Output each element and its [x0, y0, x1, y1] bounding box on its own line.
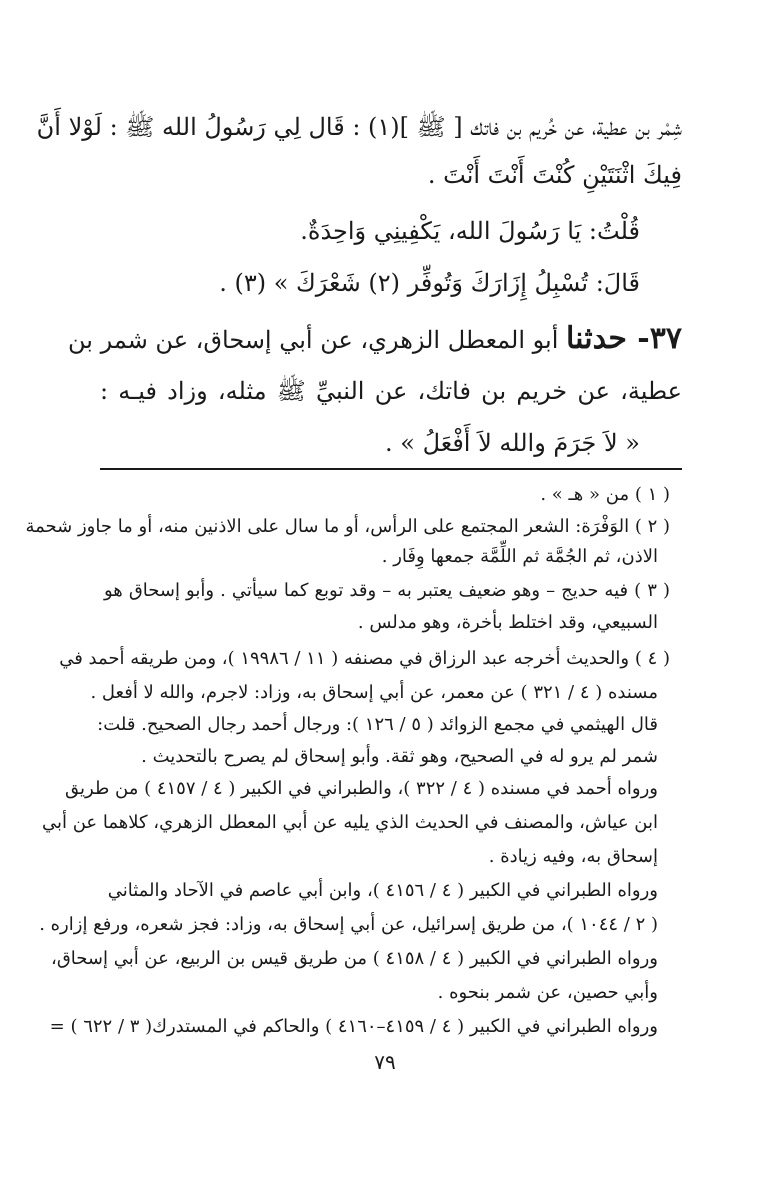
main-text-line-6: عطية، عن خريم بن فاتك، عن النبيِّ ﷺ مثله، وزاد فيـه : [100, 377, 682, 405]
main-text-line-1: شِمْر بن عطية، عن خُريم بن فاتك [ ﷺ ](١) : قَال لِي رَسُولُ الله ﷺ : لَوْلا أَنَّ [36, 113, 682, 141]
main-text-line-5: أبو المعطل الزهري، عن أبي إسحاق، عن شمر بن [68, 326, 559, 354]
hadith-37-line [68, 321, 682, 356]
hadith-number: ٣٧- حدثنا [566, 321, 682, 356]
footnote-4-line-11: وأبي حصين، عن شمر بنحوه . [437, 982, 658, 1003]
footnote-3-line-1: ( ٣ ) فيه حديج – وهو ضعيف يعتبر به – وقد توبع كما سيأتي . وأبو إسحاق هو [104, 580, 670, 601]
footnote-4-line-6: ابن عياش، والمصنف في الحديث الذي يليه عن أبي المعطل الزهري، كلاهما عن أبي [41, 812, 658, 833]
footnote-2-line-1: ( ٢ ) الوَفْرَة: الشعر المجتمع على الرأس، أو ما سال على الاذنين منه، أو ما جاوز شحمة [25, 516, 670, 537]
footnote-4-line-12: ورواه الطبراني في الكبير ( ٤ / ٤١٥٩–٤١٦٠ ) والحاكم في المستدرك( ٣ / ٦٢٢ ) = [49, 1016, 658, 1037]
main-text-line-7: « لاَ جَرَمَ والله لاَ أَفْعَلُ » . [385, 429, 640, 457]
footnote-4-line-3: قال الهيثمي في مجمع الزوائد ( ٥ / ١٢٦ ): ورجال أحمد رجال الصحيح. قلت: [97, 714, 658, 735]
footnote-4-line-4: شمر لم يرو له في الصحيح، وهو ثقة. وأبو إسحاق لم يصرح بالتحديث . [141, 746, 658, 767]
footnote-4-line-8: ورواه الطبراني في الكبير ( ٤ / ٤١٥٦ )، وابن أبي عاصم في الآحاد والمثاني [107, 880, 658, 901]
footnote-4-line-7: إسحاق به، وفيه زيادة . [488, 846, 658, 867]
main-text-line-4: قَالَ: تُسْبِلُ إِزَارَكَ وَتُوفِّر (٢) شَعْرَكَ » (٣) . [219, 269, 640, 297]
footnote-4-line-10: ورواه الطبراني في الكبير ( ٤ / ٤١٥٨ ) من طريق قيس بن الربيع، عن أبي إسحاق، [51, 948, 658, 969]
footnote-4-line-2: مسنده ( ٤ / ٣٢١ ) عن معمر، عن أبي إسحاق به، وزاد: لاجرم، والله لا أفعل . [90, 682, 658, 703]
footnote-4-line-5: ورواه أحمد في مسنده ( ٤ / ٣٢٢ )، والطبراني في الكبير ( ٤ / ٤١٥٧ ) من طريق [65, 778, 658, 799]
main-text-line-3: قُلْتُ: يَا رَسُولَ الله، يَكْفِينِي وَاحِدَةٌ. [300, 217, 640, 245]
footnote-divider [100, 468, 682, 470]
footnote-1: ( ١ ) من « هـ » . [540, 484, 670, 505]
main-text-line-2: فِيكَ اثْنَتَيْنِ كُنْتَ أَنْتَ أَنْتَ . [427, 161, 682, 189]
footnote-4-line-1: ( ٤ ) والحديث أخرجه عبد الرزاق في مصنفه ( ١١ / ١٩٩٨٦ )، ومن طريقه أحمد في [59, 648, 670, 669]
footnote-4-line-9: ( ٢ / ١٠٤٤ )، من طريق إسرائيل، عن أبي إسحاق به، وزاد: فجز شعره، ورفع إزاره . [39, 914, 658, 935]
footnote-3-line-2: السبيعي، وقد اختلط بأخرة، وهو مدلس . [357, 612, 658, 633]
page-number: ٧٩ [374, 1050, 396, 1074]
footnote-2-line-2: الاذن، ثم الجُمَّة ثم اللِّمَّة جمعها وِفَار . [381, 546, 658, 567]
